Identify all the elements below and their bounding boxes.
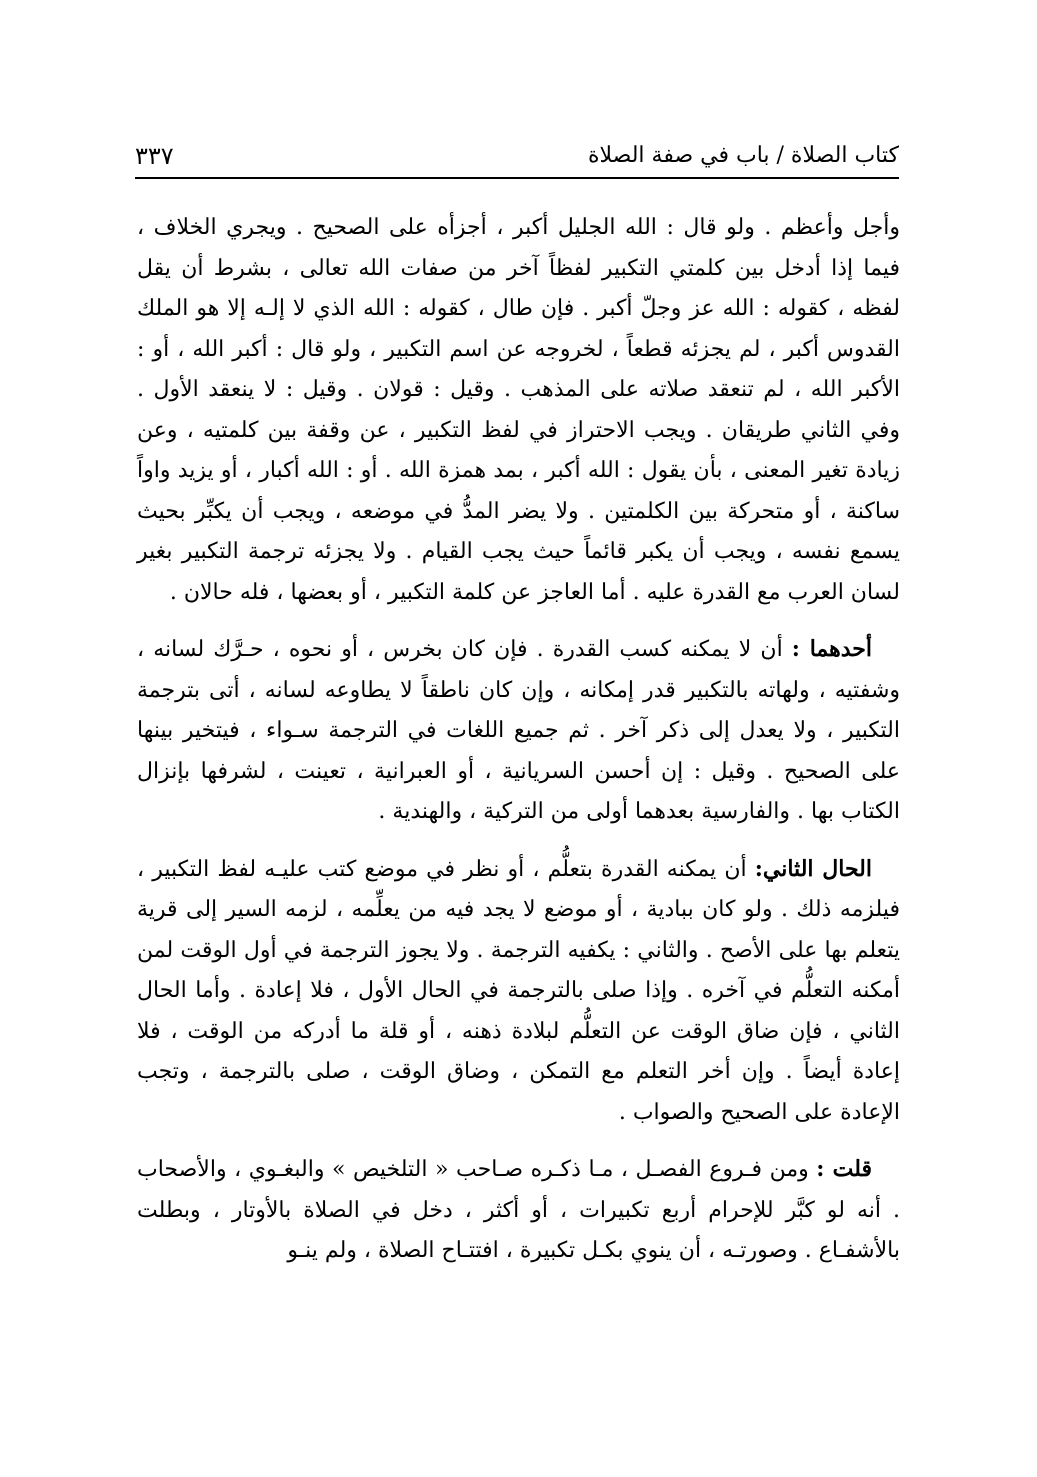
paragraph-lead: أحدهما : bbox=[791, 636, 872, 662]
page-number: ٣٣٧ bbox=[135, 142, 174, 170]
paragraph-text: ومن فـروع الفصـل ، مـا ذكـره صـاحب « التلخيص » والبغـوي ، والأصحاب . أنه لو كبَّر للإحرام أربع تكبيرات ، أو أكثر ، دخل في الصلاة بالأوتار ، وبطلت بالأشفـاع . وصورتـه ، أن ينوي بكـل تكبيرة ، افتتـاح الصلاة ، ولم ينـو bbox=[137, 1157, 900, 1263]
paragraph-text: أن يمكنه القدرة بتعلُّم ، أو نظر في موضع كتب عليـه لفظ التكبير ، فيلزمه ذلك . ولو كان ببادية ، أو موضع لا يجد فيه من يعلِّمه ، لزمه السير إلى قرية يتعلم بها على الأصح . والثاني : يكفيه الترجمة . ولا يجوز الترجمة في أول الوقت لمن أمكنه التعلُّم في آخره . وإذا صلى بالترجمة في الحال الأول ، فلا إعادة . وأما الحال الثاني ، فإن ضاق الوقت عن التعلُّم لبلادة ذهنه ، أو قلة ما أدركه من الوقت ، فلا إعادة أيضاً . وإن أخر التعلم مع التمكن ، وضاق الوقت ، صلى بالترجمة ، وتجب الإعادة على الصحيح والصواب . bbox=[137, 856, 900, 1125]
paragraph-lead: قلت : bbox=[816, 1156, 872, 1182]
header-divider bbox=[135, 177, 899, 179]
paragraph-lead: الحال الثاني: bbox=[754, 855, 872, 882]
paragraph-text: وأجل وأعظم . ولو قال : الله الجليل أكبر ، أجزأه على الصحيح . ويجري الخلاف ، فيما إذا أدخل بين كلمتي التكبير لفظاً آخر من صفات الله تعالى ، بشرط أن يقل لفظه ، كقوله : الله عز وجلّ أكبر . فإن طال ، كقوله : الله الذي لا إلـه إلا هو الملك القدوس أكبر ، لم يجزئه قطعاً ، لخروجه عن اسم التكبير ، ولو قال : أكبر الله ، أو : الأكبر الله ، لم تنعقد صلاته على المذهب . وقيل : قولان . وقيل : لا ينعقد الأول . وفي الثاني طريقان . ويجب الاحتراز في لفظ التكبير ، عن وقفة بين كلمتيه ، وعن زيادة تغير المعنى ، بأن يقول : الله أكبر ، بمد همزة الله . أو : الله أكبار ، أو يزيد واواً ساكنة ، أو متحركة بين الكلمتين . ولا يضر المدُّ في موضعه ، ويجب أن يكبِّر بحيث يسمع نفسه ، ويجب أن يكبر قائماً حيث يجب القيام . ولا يجزئه ترجمة التكبير بغير لسان العرب مع القدرة عليه . أما العاجز عن كلمة التكبير ، أو بعضها ، فله حالان . bbox=[137, 215, 901, 605]
paragraph-4 bbox=[137, 1149, 900, 1272]
paragraph-3 bbox=[137, 849, 900, 1134]
paragraph-text: أن لا يمكنه كسب القدرة . فإن كان بخرس ، أو نحوه ، حـرَّك لسانه ، وشفتيه ، ولهاته بالتكبير قدر إمكانه ، وإن كان ناطقاً لا يطاوعه لسانه ، أتى بترجمة التكبير ، ولا يعدل إلى ذكر آخر . ثم جميع اللغات في الترجمة سـواء ، فيتخير بينها على الصحيح . وقيل : إن أحسن السريانية ، أو العبرانية ، تعينت ، لشرفها بإنزال الكتاب بها . والفارسية بعدهما أولى من التركية ، والهندية . bbox=[137, 637, 900, 824]
chapter-title: كتاب الصلاة / باب في صفة الصلاة bbox=[588, 143, 899, 168]
running-header bbox=[135, 140, 899, 180]
paragraph-2 bbox=[137, 629, 900, 833]
body-text bbox=[137, 208, 900, 1288]
paragraph-1 bbox=[137, 208, 900, 613]
